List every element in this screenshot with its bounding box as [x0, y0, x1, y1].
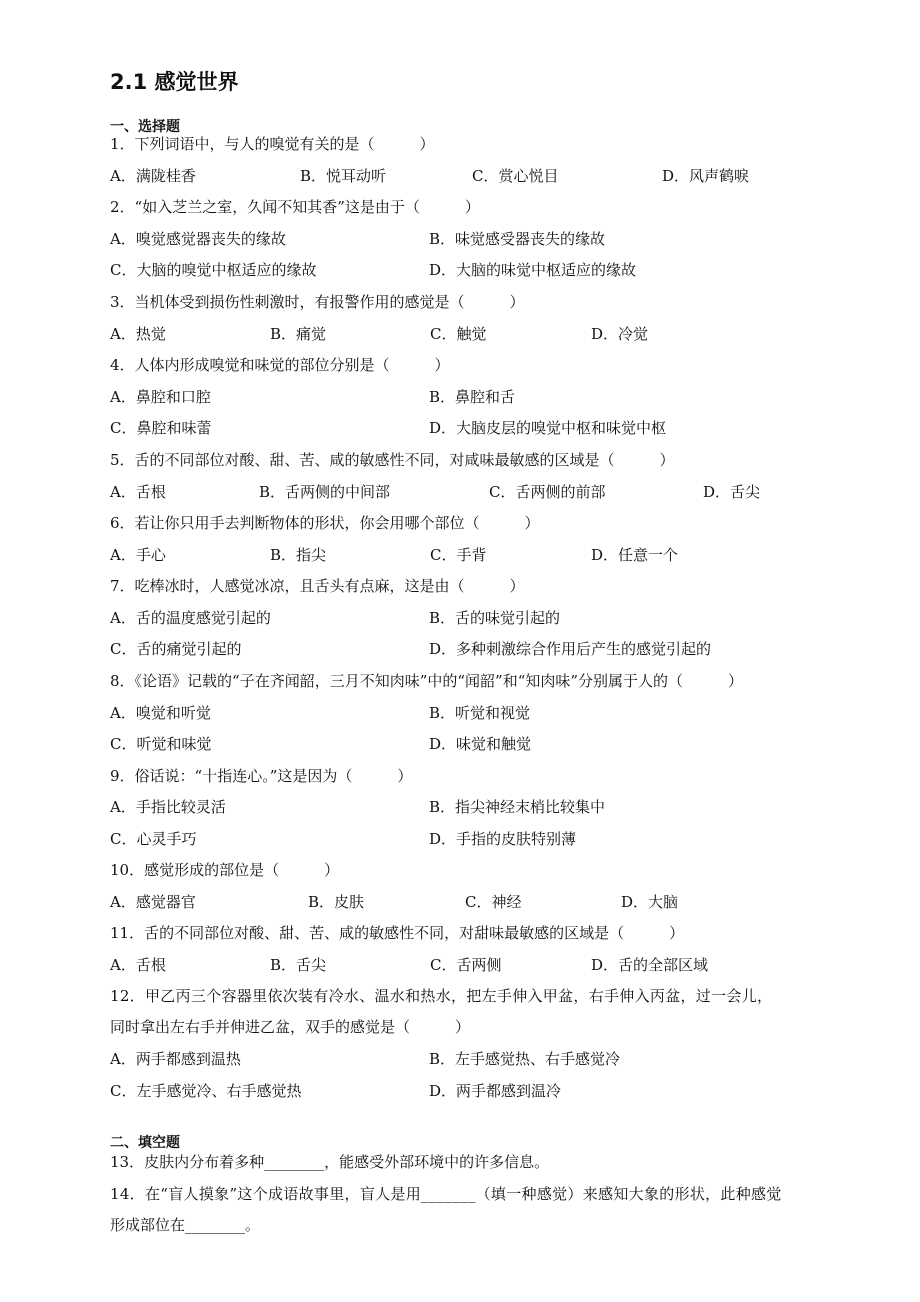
- q11-option-b: B．舌尖: [270, 956, 327, 974]
- page-title: 2.1 感觉世界: [110, 70, 239, 94]
- q8-option-a: A．嗅觉和听觉: [110, 704, 211, 722]
- q7-option-c: C．舌的痛觉引起的: [110, 640, 242, 658]
- q1-option-b: B．悦耳动听: [300, 167, 387, 185]
- q1-option-a: A．满陇桂香: [110, 167, 196, 185]
- q6-option-a: A．手心: [110, 546, 166, 564]
- q12-option-c: C．左手感觉冷、右手感觉热: [110, 1082, 302, 1100]
- q11-option-c: C．舌两侧: [430, 956, 502, 974]
- q12-option-a: A．两手都感到温热: [110, 1050, 241, 1068]
- q4-option-d: D．大脑皮层的嗅觉中枢和味觉中枢: [429, 419, 667, 437]
- q8-option-c: C．听觉和味觉: [110, 735, 212, 753]
- q9-option-a: A．手指比较灵活: [110, 798, 226, 816]
- question-stem-2: 2．“如入芝兰之室，久闻不知其香”这是由于（ ）: [110, 198, 480, 216]
- q6-option-c: C．手背: [430, 546, 487, 564]
- q8-option-b: B．听觉和视觉: [429, 704, 531, 722]
- q4-option-b: B．鼻腔和舌: [429, 388, 516, 406]
- q8-option-d: D．味觉和触觉: [429, 735, 532, 753]
- q5-option-a: A．舌根: [110, 483, 166, 501]
- q4-option-c: C．鼻腔和味蕾: [110, 419, 212, 437]
- q1-option-c: C．赏心悦目: [472, 167, 559, 185]
- q9-option-d: D．手指的皮肤特别薄: [429, 830, 577, 848]
- q2-option-a: A．嗅觉感觉器丧失的缘故: [110, 230, 286, 248]
- question-stem-9: 9．俗话说：“十指连心。”这是因为（ ）: [110, 767, 413, 785]
- question-stem-12: 12．甲乙丙三个容器里依次装有冷水、温水和热水，把左手伸入甲盆，右手伸入丙盆，过一会儿，: [110, 987, 773, 1005]
- q4-option-a: A．鼻腔和口腔: [110, 388, 211, 406]
- q2-option-b: B．味觉感受器丧失的缘故: [429, 230, 606, 248]
- question-stem-5: 5．舌的不同部位对酸、甜、苦、咸的敏感性不同，对咸味最敏感的区域是（ ）: [110, 451, 675, 469]
- q10-option-c: C．神经: [465, 893, 522, 911]
- section-heading-fill: 二、填空题: [110, 1135, 180, 1151]
- q12-option-b: B．左手感觉热、右手感觉冷: [429, 1050, 621, 1068]
- q11-option-a: A．舌根: [110, 956, 166, 974]
- q10-option-d: D．大脑: [621, 893, 679, 911]
- q2-option-c: C．大脑的嗅觉中枢适应的缘故: [110, 261, 317, 279]
- q11-option-d: D．舌的全部区域: [591, 956, 709, 974]
- question-stem-8: 8．《论语》记载的“子在齐闻韶，三月不知肉味”中的“闻韶”和“知肉味”分别属于人的（ ）: [110, 672, 744, 690]
- q10-option-a: A．感觉器官: [110, 893, 196, 911]
- q9-option-c: C．心灵手巧: [110, 830, 197, 848]
- q7-option-d: D．多种刺激综合作用后产生的感觉引起的: [429, 640, 712, 658]
- q12-option-d: D．两手都感到温冷: [429, 1082, 562, 1100]
- fill-question-14: 14．在“盲人摸象”这个成语故事里，盲人是用_______（填一种感觉）来感知大象的形状，此种感觉: [110, 1185, 782, 1203]
- q10-option-b: B．皮肤: [308, 893, 365, 911]
- question-stem-3: 3．当机体受到损伤性刺激时，有报警作用的感觉是（ ）: [110, 293, 525, 311]
- q5-option-b: B．舌两侧的中间部: [259, 483, 391, 501]
- q7-option-a: A．舌的温度感觉引起的: [110, 609, 271, 627]
- q7-option-b: B．舌的味觉引起的: [429, 609, 561, 627]
- question-stem-4: 4．人体内形成嗅觉和味觉的部位分别是（ ）: [110, 356, 450, 374]
- question-stem-10: 10．感觉形成的部位是（ ）: [110, 861, 340, 879]
- q6-option-b: B．指尖: [270, 546, 327, 564]
- section-heading-choice: 一、选择题: [110, 119, 180, 135]
- q6-option-d: D．任意一个: [591, 546, 679, 564]
- question-stem-11: 11．舌的不同部位对酸、甜、苦、咸的敏感性不同，对甜味最敏感的区域是（ ）: [110, 924, 685, 942]
- question-stem-7: 7．吃棒冰时，人感觉冰凉，且舌头有点麻，这是由（ ）: [110, 577, 525, 595]
- question-stem-1: 1．下列词语中，与人的嗅觉有关的是（ ）: [110, 135, 435, 153]
- q5-option-c: C．舌两侧的前部: [489, 483, 606, 501]
- q3-option-b: B．痛觉: [270, 325, 327, 343]
- q3-option-d: D．冷觉: [591, 325, 649, 343]
- q3-option-a: A．热觉: [110, 325, 166, 343]
- question-stem-12-cont: 同时拿出左右手并伸进乙盆，双手的感觉是（ ）: [110, 1018, 471, 1036]
- q3-option-c: C．触觉: [430, 325, 487, 343]
- q5-option-d: D．舌尖: [703, 483, 761, 501]
- question-stem-6: 6．若让你只用手去判断物体的形状，你会用哪个部位（ ）: [110, 514, 540, 532]
- fill-question-14-cont: 形成部位在________。: [110, 1216, 261, 1234]
- fill-question-13: 13．皮肤内分布着多种________，能感受外部环境中的许多信息。: [110, 1153, 550, 1171]
- q2-option-d: D．大脑的味觉中枢适应的缘故: [429, 261, 637, 279]
- q9-option-b: B．指尖神经末梢比较集中: [429, 798, 606, 816]
- q1-option-d: D．风声鹤唳: [662, 167, 750, 185]
